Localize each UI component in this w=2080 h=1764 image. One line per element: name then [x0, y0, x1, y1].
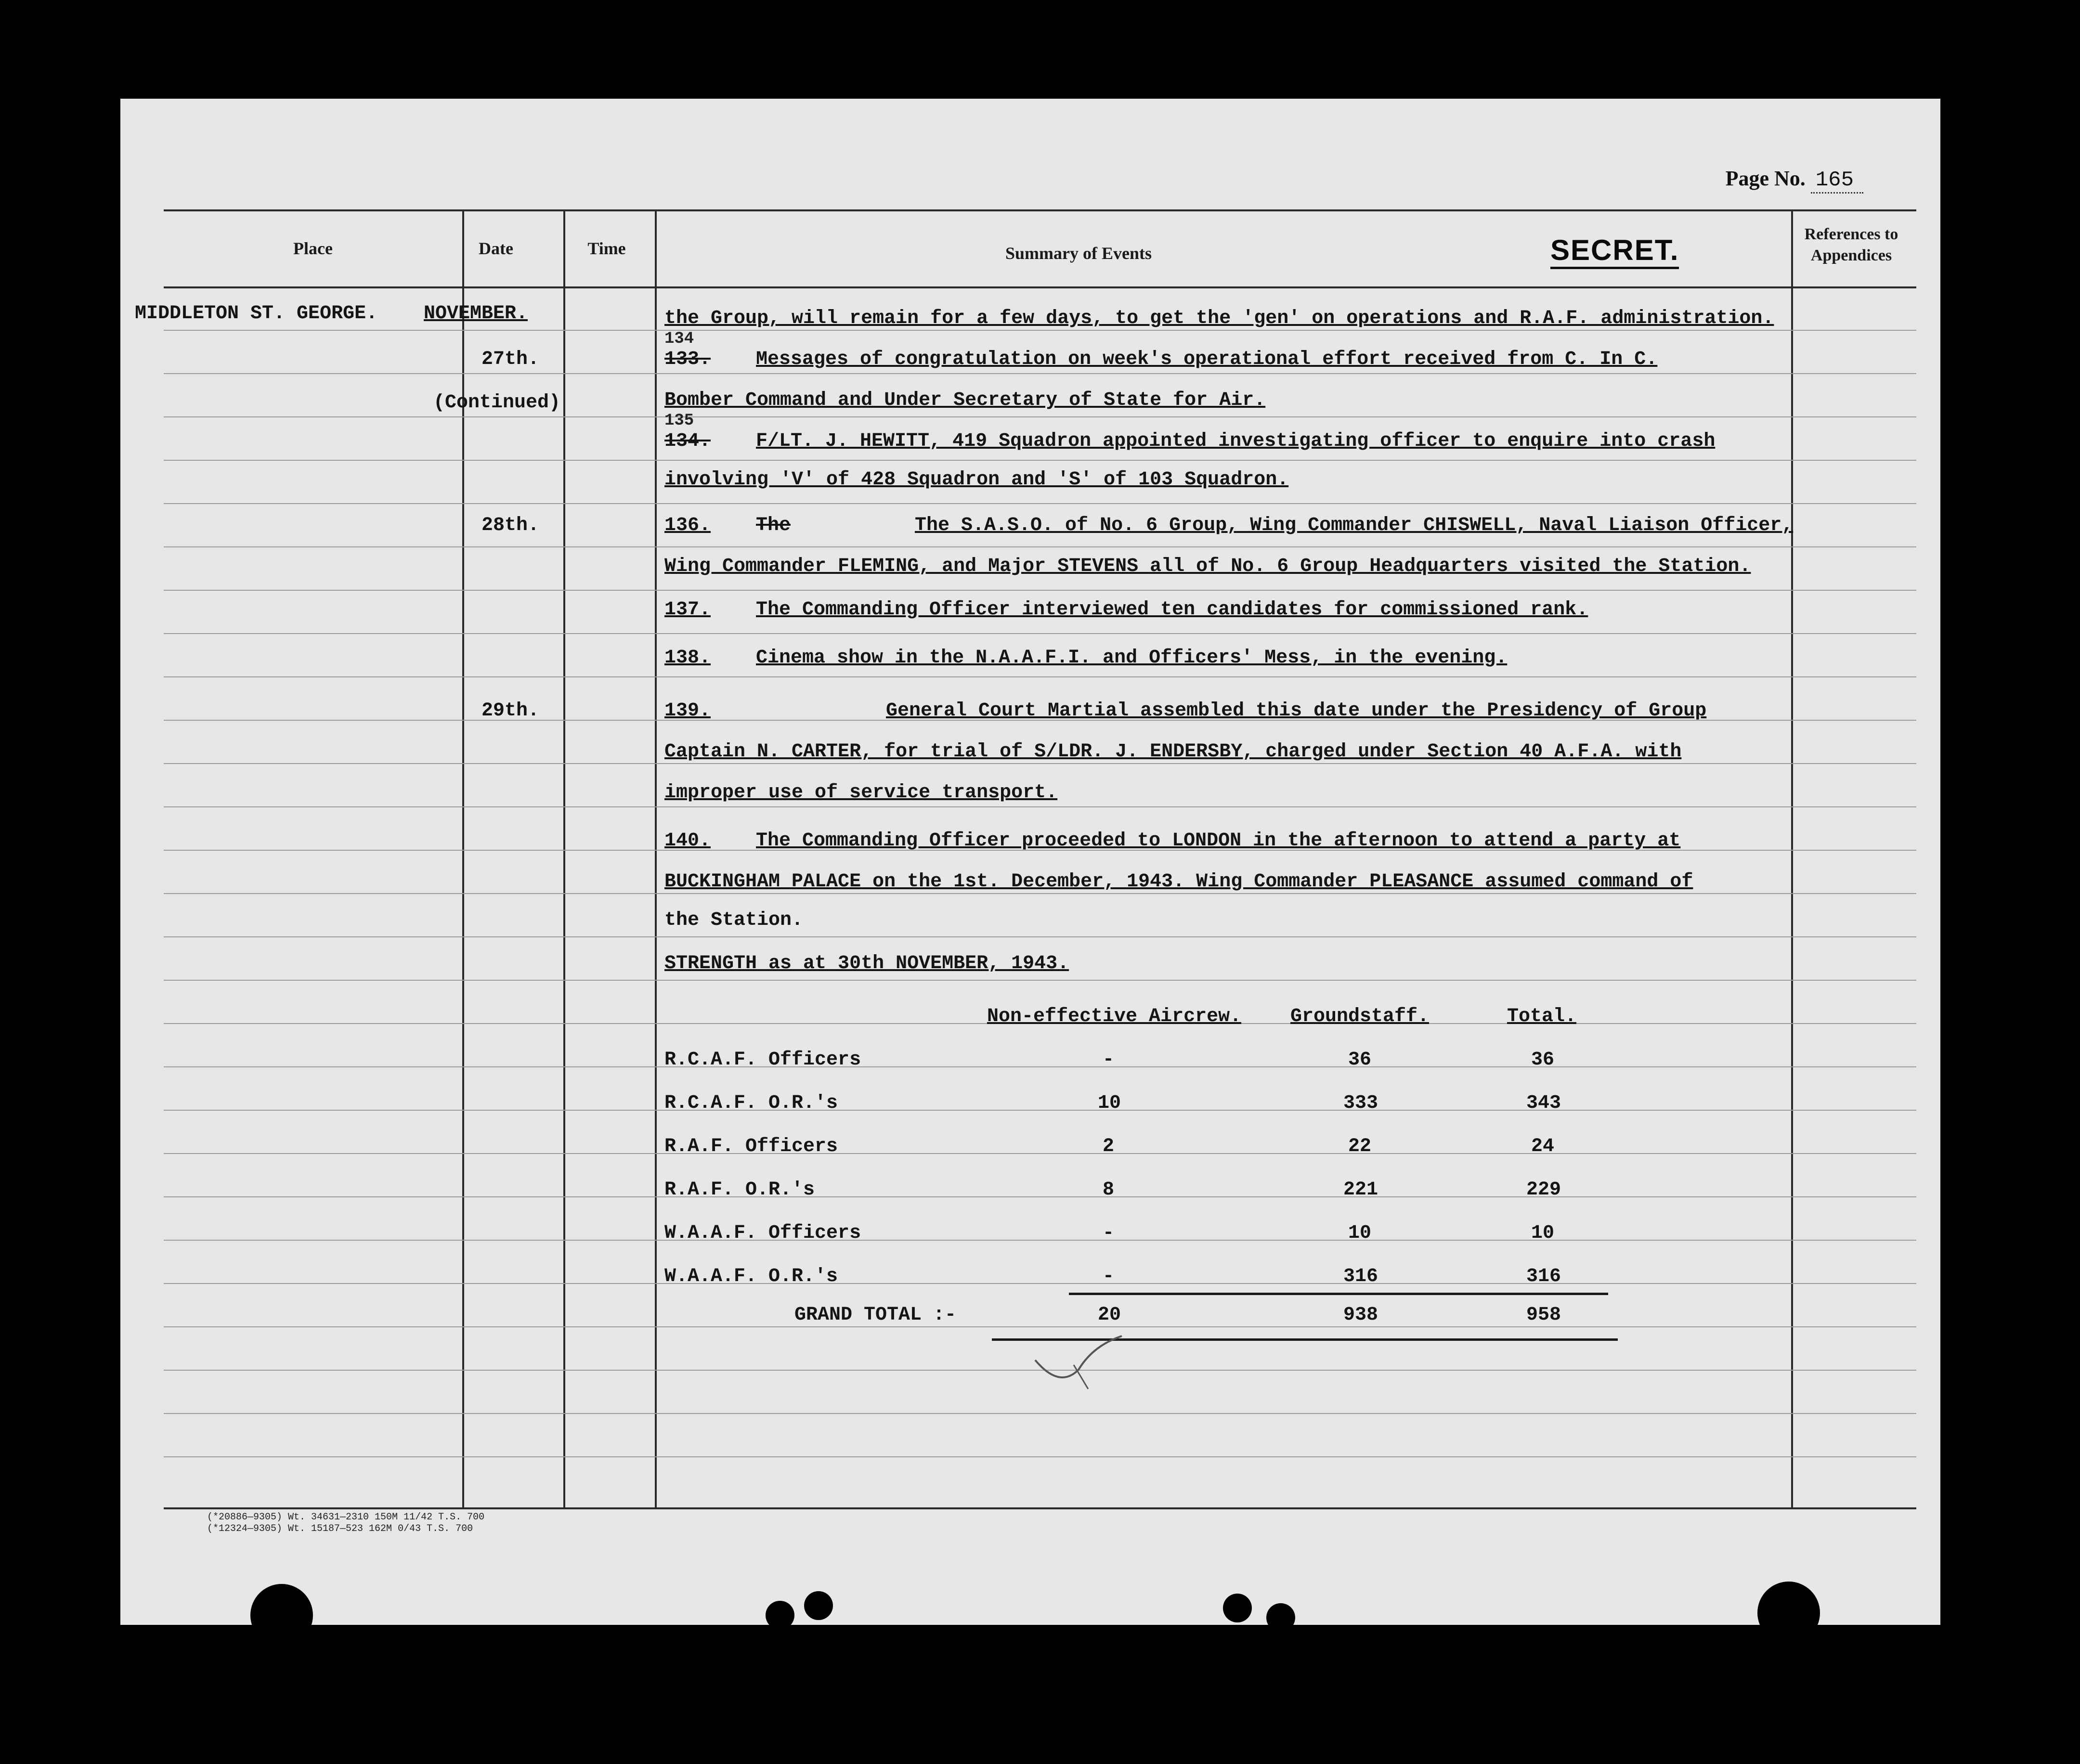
secret-stamp: SECRET.: [1550, 233, 1679, 269]
page-number: 165: [1811, 168, 1863, 194]
ledger-rule: [164, 676, 1916, 677]
place-entry: MIDDLETON ST. GEORGE.: [135, 303, 378, 324]
date-28: 28th.: [481, 515, 540, 536]
strength-header-groundstaff: Groundstaff.: [1290, 1006, 1430, 1027]
row-groundstaff: 316: [1343, 1266, 1378, 1287]
punch-hole: [1266, 1603, 1295, 1625]
struck-word: The: [756, 515, 791, 536]
row-label: W.A.A.F. O.R.'s: [664, 1266, 838, 1287]
summary-line: The Commanding Officer interviewed ten candidates for commissioned rank.: [756, 599, 1588, 621]
summary-line: The S.A.S.O. of No. 6 Group, Wing Commander CHISWELL, Naval Liaison Officer,: [915, 515, 1794, 536]
summary-line: Bomber Command and Under Secretary of State for Air.: [664, 389, 1266, 411]
row-total: 36: [1531, 1049, 1555, 1071]
ledger-rule: [164, 1110, 1916, 1111]
entry-number: 136.: [664, 515, 711, 536]
ledger-rule: [164, 1153, 1916, 1154]
column-divider-time: [563, 209, 565, 1509]
row-total: 24: [1531, 1136, 1555, 1157]
date-27: 27th.: [481, 349, 540, 370]
entry-number: 140.: [664, 830, 711, 852]
row-total: 229: [1526, 1179, 1561, 1201]
page-label: Page No.: [1725, 167, 1806, 190]
summary-line: the Station.: [664, 909, 804, 931]
row-groundstaff: 36: [1348, 1049, 1372, 1071]
ledger-rule: [164, 546, 1916, 547]
row-label: R.A.F. O.R.'s: [664, 1179, 815, 1201]
header-top-rule: [164, 209, 1916, 211]
row-groundstaff: 221: [1343, 1179, 1378, 1201]
row-aircrew: -: [1103, 1049, 1115, 1071]
column-header-references: References to Appendices: [1804, 225, 1898, 264]
summary-line: BUCKINGHAM PALACE on the 1st. December, 1943. Wing Commander PLEASANCE assumed command of: [664, 871, 1693, 893]
column-header-summary: Summary of Events: [1005, 244, 1152, 263]
binder-hole-right: [1757, 1582, 1820, 1625]
struck-number: 134.: [664, 430, 711, 452]
ledger-rule: [164, 416, 1916, 417]
row-groundstaff: 22: [1348, 1136, 1372, 1157]
ledger-rule: [164, 1283, 1916, 1284]
row-aircrew: 2: [1103, 1136, 1115, 1157]
row-groundstaff: 10: [1348, 1222, 1372, 1244]
entry-number: 137.: [664, 599, 711, 621]
summary-line: The Commanding Officer proceeded to LONDON in the afternoon to attend a party at: [756, 830, 1681, 852]
pencil-tick-mark: [1030, 1317, 1136, 1394]
column-header-place: Place: [293, 239, 333, 258]
continued-note: (Continued): [433, 392, 561, 414]
row-label: R.A.F. Officers: [664, 1136, 838, 1157]
column-divider-references: [1791, 209, 1793, 1509]
punch-hole: [1223, 1594, 1252, 1622]
date-29: 29th.: [481, 700, 540, 722]
grand-total-groundstaff: 938: [1343, 1304, 1378, 1326]
ledger-rule: [164, 1240, 1916, 1241]
binder-hole-left: [250, 1584, 313, 1625]
ledger-rule: [164, 633, 1916, 634]
summary-line: F/LT. J. HEWITT, 419 Squadron appointed investigating officer to enquire into crash: [756, 430, 1716, 452]
handwritten-number: 134: [664, 330, 694, 348]
row-aircrew: 8: [1103, 1179, 1115, 1201]
row-label: R.C.A.F. Officers: [664, 1049, 861, 1071]
ledger-rule: [164, 1456, 1916, 1457]
ledger-rule: [164, 763, 1916, 764]
entry-number: 138.: [664, 647, 711, 669]
ledger-rule: [164, 330, 1916, 331]
strength-header-aircrew: Non-effective Aircrew.: [987, 1006, 1242, 1027]
ledger-rule: [164, 1413, 1916, 1414]
row-total: 316: [1526, 1266, 1561, 1287]
printer-code: (*20886—9305) Wt. 34631—2310 150M 11/42 T.S. 700 (*12324—9305) Wt. 15187—523 162M 0/43 T.S. 700: [207, 1512, 485, 1534]
row-label: W.A.A.F. Officers: [664, 1222, 861, 1244]
grand-total-label: GRAND TOTAL :-: [794, 1304, 957, 1326]
punch-hole: [804, 1591, 833, 1620]
row-aircrew: -: [1103, 1266, 1115, 1287]
ledger-frame: [135, 209, 1916, 1509]
ledger-rule: [164, 893, 1916, 894]
summary-line: Wing Commander FLEMING, and Major STEVENS all of No. 6 Group Headquarters visited the Station.: [664, 556, 1751, 577]
grand-total-aircrew: 20: [1098, 1304, 1121, 1326]
subtotal-rule: [1069, 1293, 1608, 1295]
summary-line: Messages of congratulation on week's operational effort received from C. In C.: [756, 349, 1658, 370]
summary-line: Captain N. CARTER, for trial of S/LDR. J. ENDERSBY, charged under Section 40 A.F.A. with: [664, 741, 1682, 763]
handwritten-number: 135: [664, 412, 694, 430]
row-total: 343: [1526, 1092, 1561, 1114]
summary-line: the Group, will remain for a few days, to get the 'gen' on operations and R.A.F. administration.: [664, 308, 1774, 329]
document-page: [120, 99, 1940, 1625]
column-divider-summary: [655, 209, 657, 1509]
punch-hole: [766, 1601, 794, 1625]
row-total: 10: [1531, 1222, 1555, 1244]
header-bottom-rule: [164, 286, 1916, 288]
ledger-rule: [164, 806, 1916, 807]
entry-number: 139.: [664, 700, 711, 722]
row-aircrew: -: [1103, 1222, 1115, 1244]
summary-line: General Court Martial assembled this date under the Presidency of Group: [886, 700, 1707, 722]
column-header-date: Date: [479, 239, 513, 258]
summary-line: involving 'V' of 428 Squadron and 'S' of 103 Squadron.: [664, 469, 1289, 491]
struck-number: 133.: [664, 349, 711, 370]
page-number-label: [1726, 166, 1863, 192]
row-label: R.C.A.F. O.R.'s: [664, 1092, 838, 1114]
column-header-time: Time: [587, 239, 626, 258]
strength-heading: STRENGTH as at 30th NOVEMBER, 1943.: [664, 953, 1069, 974]
row-aircrew: 10: [1098, 1092, 1121, 1114]
ledger-rule: [164, 1196, 1916, 1197]
ledger-rule: [164, 460, 1916, 461]
summary-line: improper use of service transport.: [664, 782, 1058, 804]
ledger-rule: [164, 1066, 1916, 1067]
ledger-rule: [164, 503, 1916, 504]
month-entry: NOVEMBER.: [424, 303, 528, 324]
grand-total-total: 958: [1526, 1304, 1561, 1326]
strength-header-total: Total.: [1507, 1006, 1577, 1027]
ledger-rule: [164, 373, 1916, 374]
ledger-rule: [164, 936, 1916, 937]
ledger-rule: [164, 590, 1916, 591]
row-groundstaff: 333: [1343, 1092, 1378, 1114]
footer-rule: [164, 1507, 1916, 1509]
summary-line: Cinema show in the N.A.A.F.I. and Officers' Mess, in the evening.: [756, 647, 1508, 669]
ledger-rule: [164, 980, 1916, 981]
